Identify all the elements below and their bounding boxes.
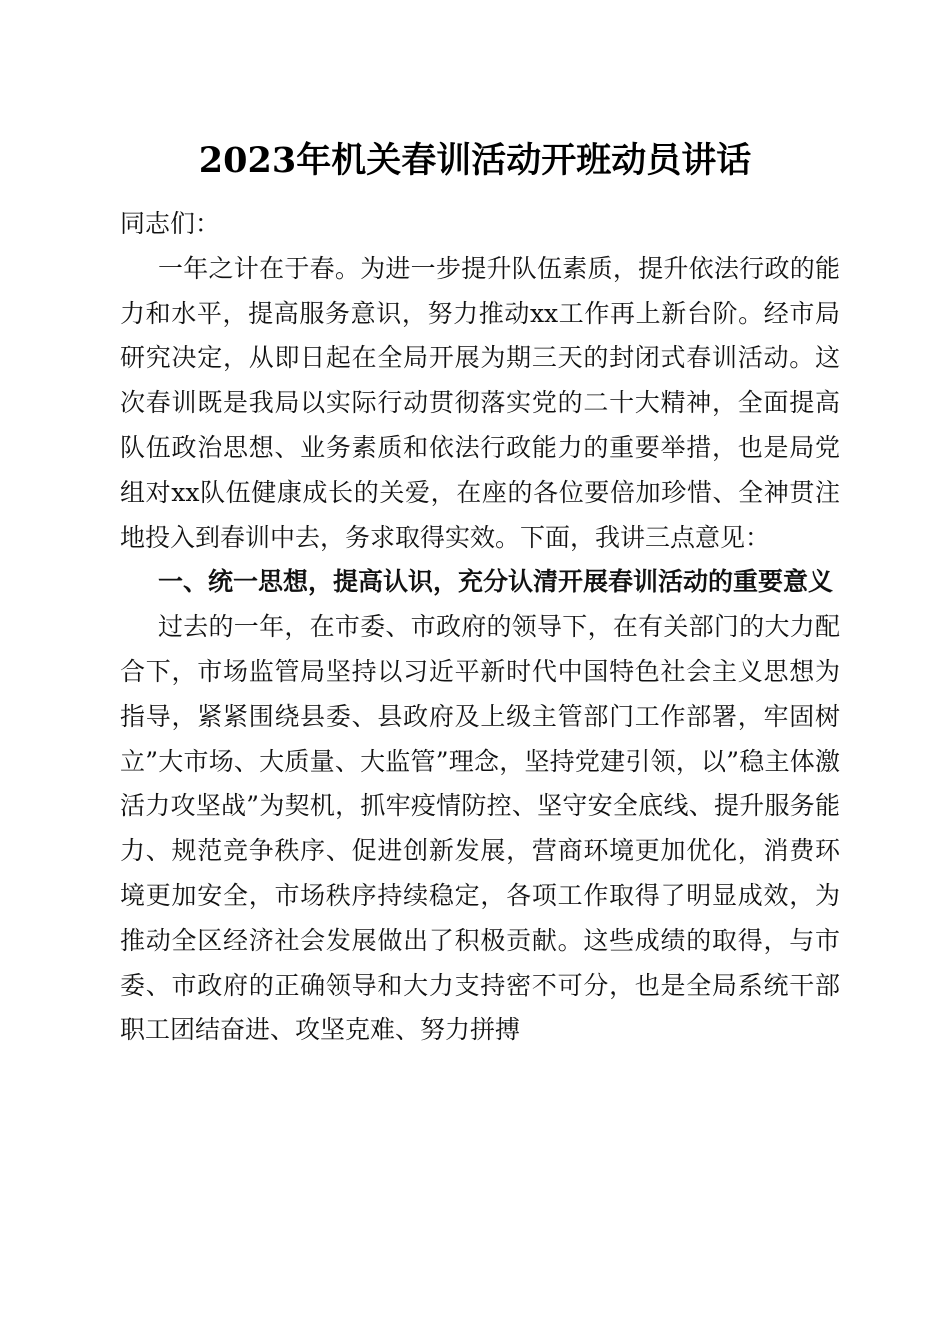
paragraph-intro: 一年之计在于春。为进一步提升队伍素质，提升依法行政的能力和水平，提高服务意识，努力推动xx工作再上新台阶。经市局研究决定，从即日起在全局开展为期三天的封闭式春训活动。这次春训既是我局以实际行动贯彻落实党的二十大精神，全面提高队伍政治思想、业务素质和依法行政能力的重要举措，也是局党组对xx队伍健康成长的关爱，在座的各位要倍加珍惜、全神贯注地投入到春训中去，务求取得实效。下面，我讲三点意见： xyxy=(120,253,840,552)
paragraph-review: 过去的一年，在市委、市政府的领导下，在有关部门的大力配合下，市场监管局坚持以习近平新时代中国特色社会主义思想为指导，紧紧围绕县委、县政府及上级主管部门工作部署，牢固树立”大市场、大质量、大监管”理念，坚持党建引领，以”稳主体激活力攻坚战”为契机，抓牢疫情防控、坚守安全底线、提升服务能力、规范竞争秩序、促进创新发展，营商环境更加优化，消费环境更加安全，市场秩序持续稳定，各项工作取得了明显成效，为推动全区经济社会发展做出了积极贡献。这些成绩的取得，与市委、市政府的正确领导和大力支持密不可分，也是全局系统干部职工团结奋进、攻坚克难、努力拼搏 xyxy=(120,612,840,1045)
section-heading-1: 一、统一思想，提高认识，充分认清开展春训活动的重要意义 xyxy=(158,567,834,597)
salutation: 同志们： xyxy=(120,209,221,238)
document-body xyxy=(120,202,840,1053)
document-title: 2023年机关春训活动开班动员讲话 xyxy=(198,140,752,181)
